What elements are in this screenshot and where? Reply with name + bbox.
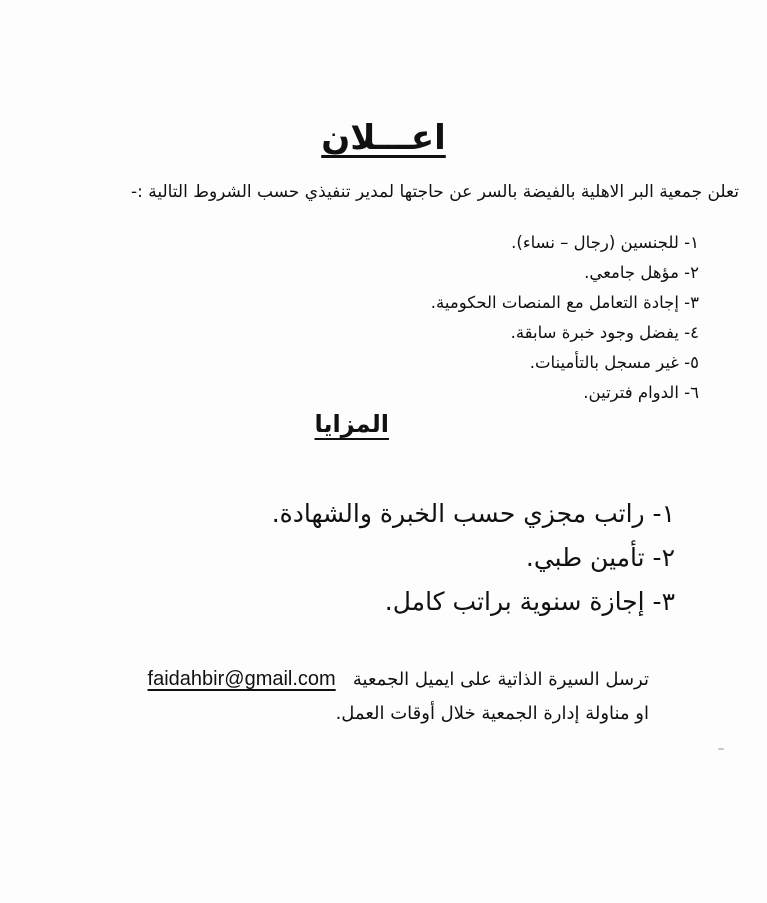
benefits-heading: المزايا: [314, 410, 389, 438]
benefits-list: [155, 492, 675, 624]
benefit-item: ٢- تأمين طبي.: [525, 543, 675, 572]
condition-item: ٥- غير مسجل بالتأمينات.: [529, 353, 699, 372]
announcement-title: اعـــلان: [321, 118, 446, 158]
announcement-intro: تعلن جمعية البر الاهلية بالفيضة بالسر عن حاجتها لمدير تنفيذي حسب الشروط التالية :-: [130, 182, 739, 202]
condition-item: ٦- الدوام فترتين.: [583, 383, 699, 402]
conditions-list: [279, 228, 699, 408]
condition-item: ٢- مؤهل جامعي.: [584, 263, 699, 282]
contact-email-text: ترسل السيرة الذاتية على ايميل الجمعية: [352, 669, 649, 690]
condition-item: ٣- إجادة التعامل مع المنصات الحكومية.: [430, 293, 699, 312]
condition-item: ٤- يفضل وجود خبرة سابقة.: [510, 323, 699, 342]
contact-section: [29, 662, 649, 731]
contact-line-email: [29, 662, 649, 697]
contact-line-delivery: او مناولة إدارة الجمعية خلال أوقات العمل.: [335, 703, 649, 724]
scan-speck: [718, 748, 724, 750]
benefit-item: ٣- إجازة سنوية براتب كامل.: [384, 587, 675, 616]
condition-item: ١- للجنسين (رجال – نساء).: [511, 233, 699, 252]
benefit-item: ١- راتب مجزي حسب الخبرة والشهادة.: [271, 499, 675, 528]
contact-email-link[interactable]: faidahbir@gmail.com: [147, 668, 336, 690]
